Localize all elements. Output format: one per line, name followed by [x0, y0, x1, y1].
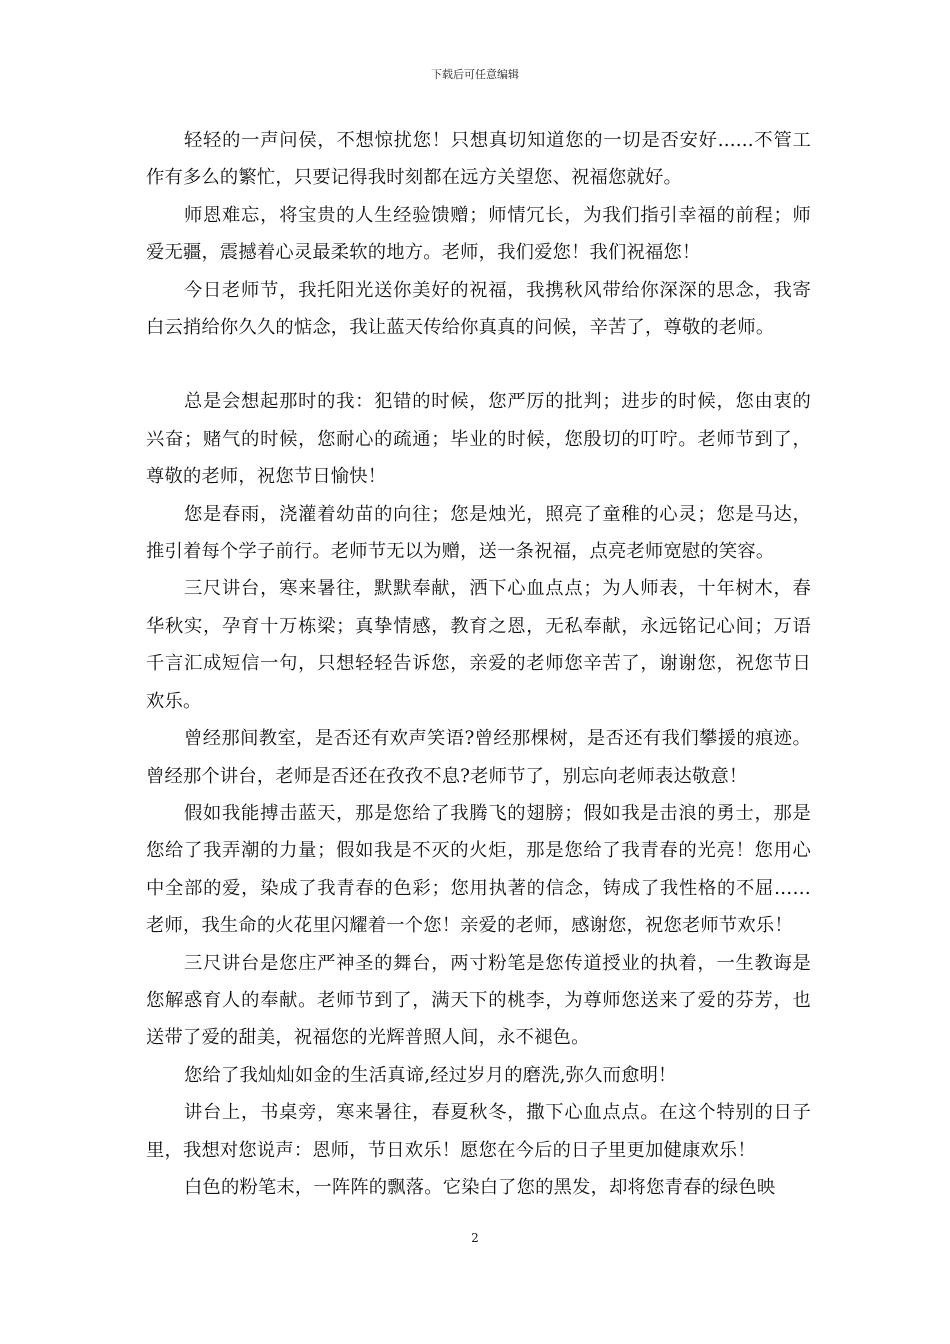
page-header: 下载后可任意编辑 — [431, 68, 519, 81]
paragraph-2: 师恩难忘，将宝贵的人生经验馈赠；师情冗长，为我们指引幸福的前程；师爱无疆，震撼着心灵最柔软的地方。老师，我们爱您！我们祝福您！ — [146, 204, 811, 264]
paragraph-8: 假如我能搏击蓝天，那是您给了我腾飞的翅膀；假如我是击浪的勇士，那是您给了我弄潮的力量；假如我是不灭的火炬，那是您给了我青春的光亮！您用心中全部的爱，染成了我青春的色彩；您用执著的信念，铸成了我性格的不屈……老师，我生命的火花里闪耀着一个您！亲爱的老师，感谢您，祝您老师节欢乐！ — [146, 802, 811, 937]
paragraph-3: 今日老师节，我托阳光送你美好的祝福，我携秋风带给你深深的思念，我寄白云捎给你久久的惦念，我让蓝天传给你真真的问候，辛苦了，尊敬的老师。 — [146, 279, 811, 339]
paragraph-1: 轻轻的一声问侯，不想惊扰您！只想真切知道您的一切是否安好......不管工作有多么的繁忙，只要记得我时刻都在远方关望您、祝福您就好。 — [146, 130, 811, 189]
paragraph-5: 您是春雨，浇灌着幼苗的向往；您是烛光，照亮了童稚的心灵；您是马达，推引着每个学子前行。老师节无以为赠，送一条祝福，点亮老师宽慰的笑容。 — [146, 503, 811, 563]
paragraph-10: 您给了我灿灿如金的生活真谛,经过岁月的磨洗,弥久而愈明！ — [184, 1064, 677, 1086]
paragraph-11: 讲台上，书桌旁，寒来暑往，春夏秋冬，撒下心血点点。在这个特别的日子里，我想对您说声：恩师，节日欢乐！愿您在今后的日子里更加健康欢乐！ — [146, 1102, 811, 1161]
paragraph-12: 白色的粉笔末，一阵阵的飘落。它染白了您的黑发，却将您青春的绿色映 — [184, 1176, 776, 1198]
page-number: 2 — [471, 1231, 479, 1245]
paragraph-7: 曾经那间教室，是否还有欢声笑语?曾经那棵树，是否还有我们攀援的痕迹。曾经那个讲台，老师是否还在孜孜不息?老师节了，别忘向老师表达敬意！ — [146, 728, 811, 787]
document-body — [146, 122, 811, 1206]
paragraph-9: 三尺讲台是您庄严神圣的舞台，两寸粉笔是您传道授业的执着，一生教诲是您解惑育人的奉献。老师节到了，满天下的桃李，为尊师您送来了爱的芬芳，也送带了爱的甜美，祝福您的光辉普照人间，永不褪色。 — [146, 952, 811, 1049]
paragraph-4: 总是会想起那时的我：犯错的时候，您严厉的批判；进步的时候，您由衷的兴奋；赌气的时候，您耐心的疏通；毕业的时候，您殷切的叮咛。老师节到了，尊敬的老师，祝您节日愉快！ — [146, 391, 811, 488]
paragraph-6: 三尺讲台，寒来暑往，默默奉献，洒下心血点点；为人师表，十年树木，春华秋实，孕育十万栋梁；真挚情感，教育之恩，无私奉献，永远铭记心间；万语千言汇成短信一句，只想轻轻告诉您，亲爱的老师您辛苦了，谢谢您，祝您节日欢乐。 — [146, 578, 811, 712]
paragraph-spacer — [146, 346, 811, 383]
